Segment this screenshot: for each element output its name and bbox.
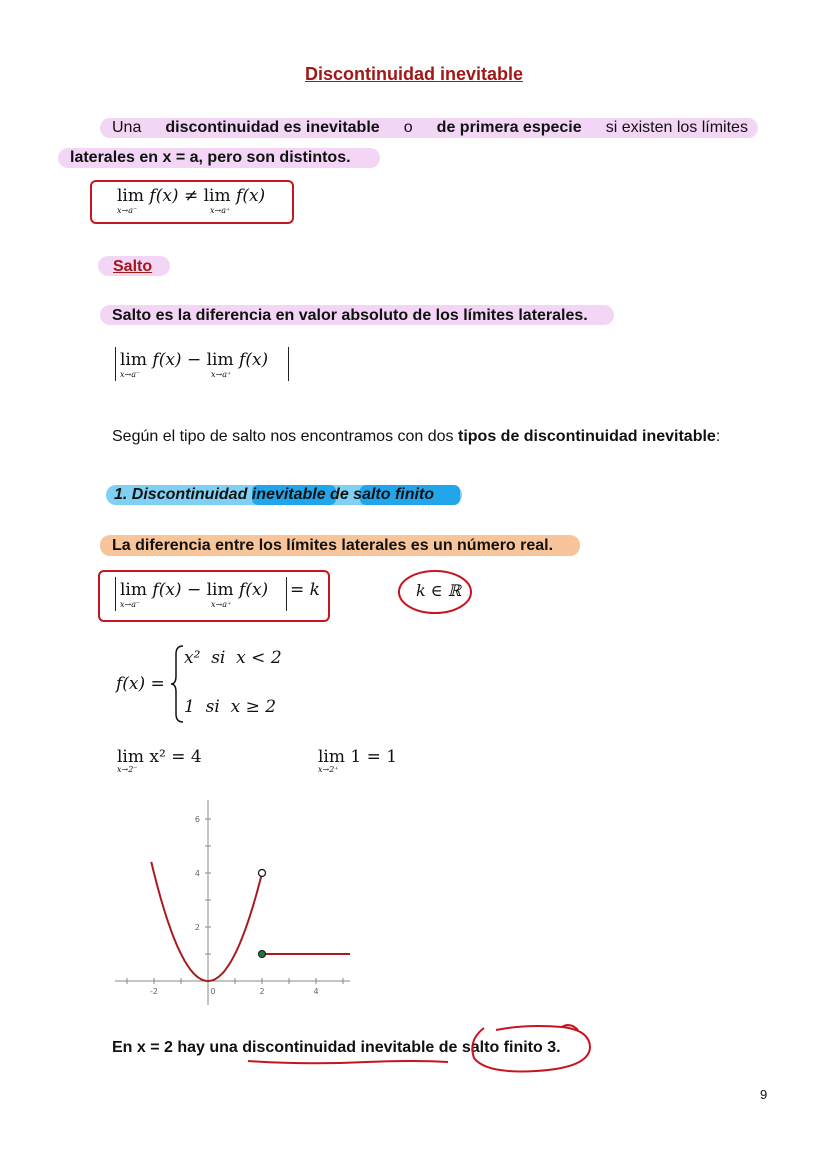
right-limit-expression: 1 = 1 — [350, 747, 398, 767]
types-intro-plain: Según el tipo de salto nos encontramos con dos — [112, 428, 458, 445]
intro-bold: de primera especie — [436, 119, 582, 136]
real-diff-statement: La diferencia entre los límites laterales es un número real. — [112, 537, 554, 554]
section1-part: 1. Discontinuida — [114, 486, 238, 503]
intro-bold: discontinuidad es inevitable — [165, 119, 380, 136]
types-intro-bold: tipos de discontinuidad inevitable — [458, 428, 716, 445]
lim-operator: lim — [206, 350, 234, 370]
limit-subscript: x→a⁻ — [120, 370, 141, 379]
limit-subscript: x→a⁺ — [210, 206, 231, 215]
closed-endpoint — [259, 951, 266, 958]
function-expression: f(x) — [236, 186, 266, 206]
lim-operator: lim — [120, 350, 147, 370]
y-tick-label: 6 — [194, 815, 200, 824]
conclusion-part: de — [434, 1039, 462, 1056]
conclusion-underline — [246, 1055, 451, 1067]
piecewise-case2: 1 si x ≥ 2 — [184, 697, 277, 717]
intro-word: Una — [112, 119, 142, 136]
x-tick-label: 0 — [210, 987, 216, 996]
x-tick-label: -2 — [150, 987, 158, 996]
minus-sign: − — [186, 350, 202, 370]
y-tick-label: 2 — [194, 923, 200, 932]
section1-part: salto finito — [353, 486, 435, 503]
y-tick-label: 4 — [194, 869, 200, 878]
function-expression: f(x) — [152, 350, 182, 370]
minus-sign: − — [186, 580, 202, 600]
function-expression: f(x) — [239, 580, 269, 600]
limit-subscript: x→a⁺ — [211, 370, 232, 379]
intro-word: si existen los límites — [605, 119, 748, 136]
left-limit — [117, 747, 202, 767]
limit-subscript: x→a⁺ — [211, 600, 232, 609]
salto-heading: Salto — [113, 258, 153, 275]
section1-part: d inevitable — [237, 486, 326, 503]
conclusion-part: En x = 2 hay una — [112, 1039, 243, 1056]
page-title: Discontinuidad inevitable — [304, 64, 524, 84]
function-graph — [110, 795, 360, 1010]
function-expression: f(x) — [239, 350, 269, 370]
function-expression: f(x) — [149, 186, 179, 206]
lim-operator: lim — [117, 747, 144, 767]
lim-operator: lim — [318, 747, 345, 767]
section1-heading — [114, 485, 434, 505]
function-expression: f(x) — [152, 580, 182, 600]
conclusion-part: discontinuidad inevitable — [242, 1039, 435, 1056]
intro-word: o — [403, 119, 413, 136]
conclusion-part: salto finito 3. — [461, 1039, 561, 1056]
limit-subscript: x→2⁻ — [117, 765, 138, 774]
types-intro — [112, 427, 720, 447]
intro-line2: laterales en x = a, pero son distintos. — [70, 149, 351, 166]
lim-operator: lim — [120, 580, 147, 600]
lim-operator: lim — [117, 186, 144, 206]
piecewise-case1: x² si x < 2 — [184, 648, 282, 668]
limit-subscript: x→a⁻ — [120, 600, 141, 609]
parabola-curve — [151, 862, 262, 981]
k-in-r: k ∈ ℝ — [416, 581, 462, 600]
definition-formula — [117, 186, 265, 206]
x-tick-label: 4 — [313, 987, 319, 996]
lim-operator: lim — [206, 580, 234, 600]
conclusion-circle — [466, 1020, 596, 1076]
equals-k: = k — [290, 580, 320, 600]
section1-part: de — [325, 486, 354, 503]
page-number: 9 — [760, 1087, 768, 1102]
limit-subscript: x→2⁺ — [318, 765, 339, 774]
salto-definition: Salto es la diferencia en valor absoluto de los límites laterales. — [112, 307, 588, 324]
left-limit-expression: x² = 4 — [149, 747, 202, 767]
not-equal-sign: ≠ — [183, 186, 199, 206]
types-intro-colon: : — [715, 428, 721, 445]
limit-subscript: x→a⁻ — [117, 206, 138, 215]
finite-formula — [120, 580, 268, 600]
intro-line1 — [112, 118, 748, 138]
jump-formula — [120, 350, 268, 370]
piecewise-lhs: f(x) = — [116, 674, 165, 694]
open-endpoint — [259, 870, 266, 877]
lim-operator: lim — [203, 186, 231, 206]
x-tick-label: 2 — [259, 987, 265, 996]
right-limit — [318, 747, 397, 767]
